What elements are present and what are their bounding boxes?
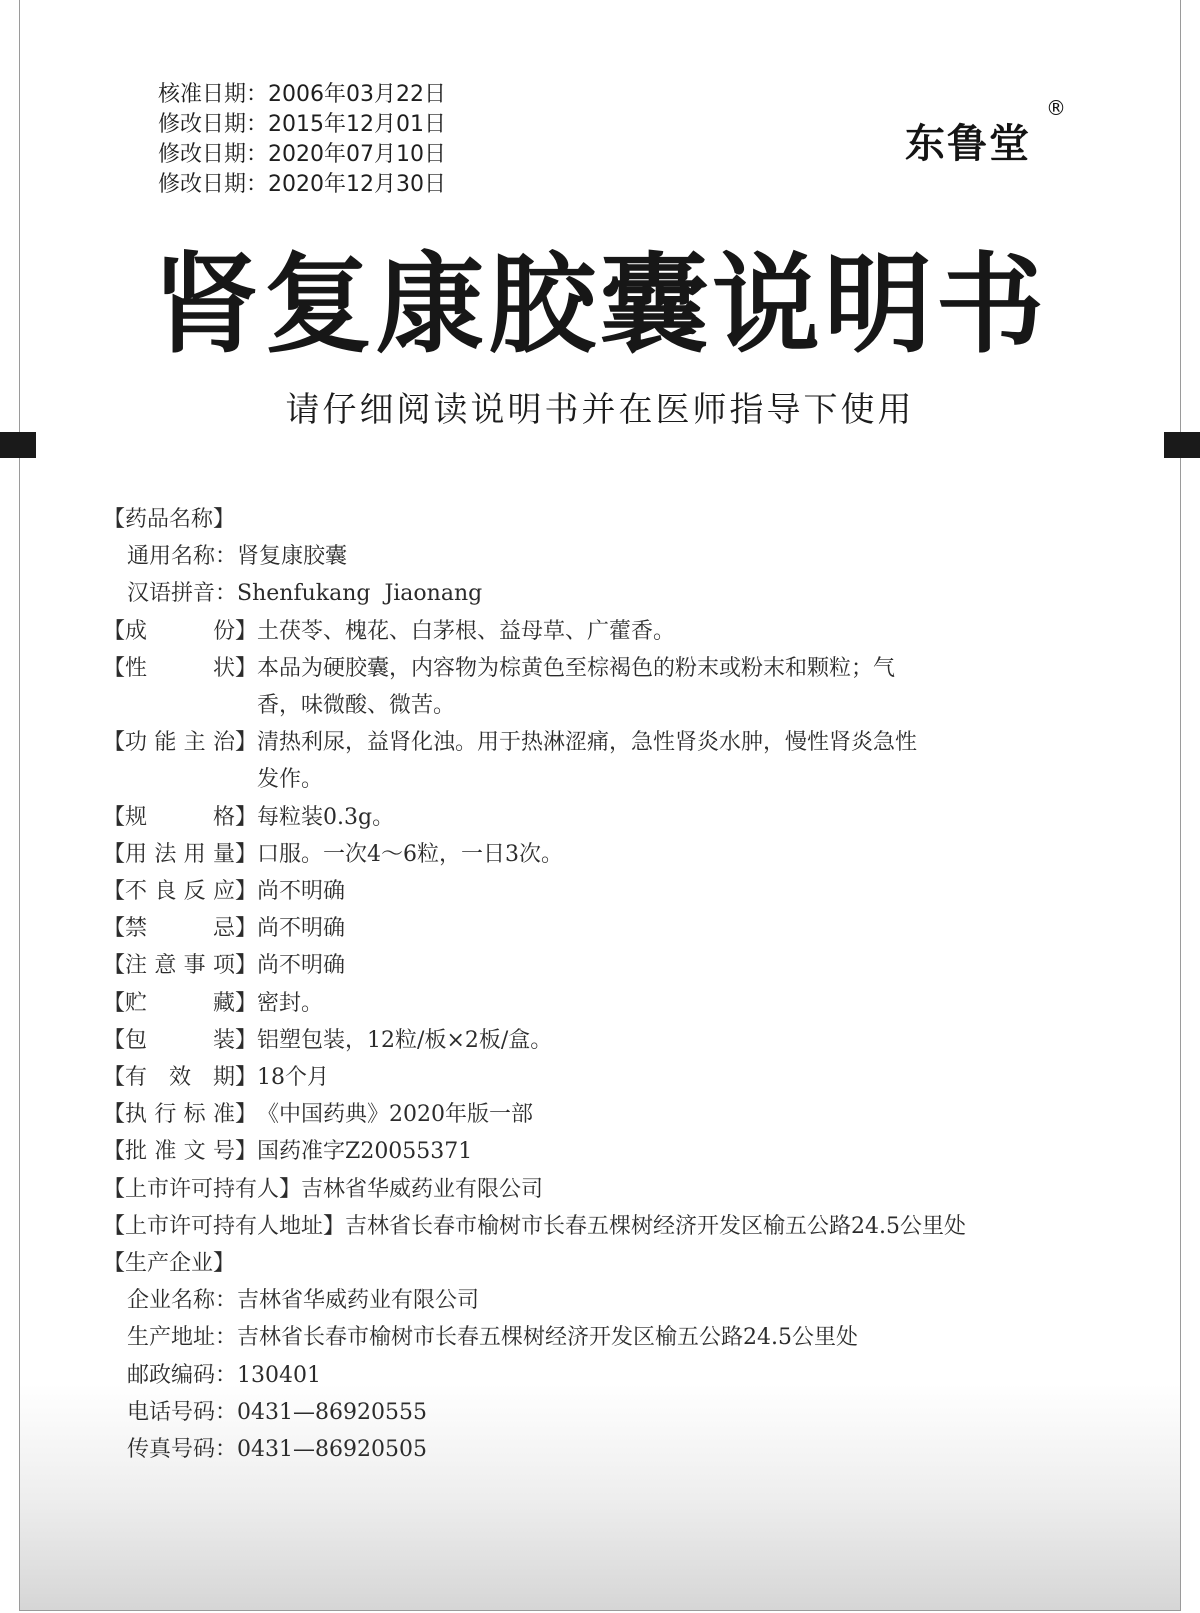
section-properties: 【性状】 本品为硬胶囊，内容物为棕黄色至棕褐色的粉末或粉末和颗粒；气香，味微酸、微苦。 <box>103 655 896 719</box>
revision-date-line: 修改日期：2015年12月01日 <box>158 112 446 137</box>
section-mah-address: 【上市许可持有人地址】 吉林省长春市榆树市长春五棵树经济开发区榆五公路24.5公里处 <box>103 1213 967 1239</box>
section-ingredients: 【成份】 土茯苓、槐花、白茅根、益母草、广藿香。 <box>103 618 676 644</box>
section-package: 【包装】 铝塑包装，12粒/板×2板/盒。 <box>103 1027 553 1053</box>
registered-trademark-icon: ® <box>1046 96 1066 120</box>
section-mah: 【上市许可持有人】 吉林省华威药业有限公司 <box>103 1176 544 1202</box>
revision-date-line: 修改日期：2020年07月10日 <box>158 142 446 167</box>
registration-mark-left <box>0 432 36 458</box>
section-manufacturer: 【生产企业】 <box>103 1251 236 1277</box>
section-approval-number: 【批准文号】 国药准字Z20055371 <box>103 1139 473 1165</box>
section-storage: 【贮藏】 密封。 <box>103 990 324 1016</box>
section-standard: 【执行标准】 《中国药典》2020年版一部 <box>103 1102 534 1128</box>
field-production-address: 生产地址： 吉林省长春市榆树市长春五棵树经济开发区榆五公路24.5公里处 <box>127 1325 859 1351</box>
field-company-name: 企业名称： 吉林省华威药业有限公司 <box>127 1288 480 1314</box>
section-specification: 【规格】 每粒装0.3g。 <box>103 804 395 830</box>
document-title: 肾复康胶囊说明书 <box>151 242 1048 368</box>
brand-logo: 东鲁堂 <box>905 121 1031 167</box>
field-generic-name: 通用名称： 肾复康胶囊 <box>127 544 348 570</box>
revision-dates <box>158 80 446 200</box>
section-validity: 【有效期】 18个月 <box>103 1065 330 1091</box>
section-drug-name: 【药品名称】 <box>103 507 236 532</box>
section-precautions: 【注意事项】 尚不明确 <box>103 953 346 979</box>
field-postal-code: 邮政编码： 130401 <box>127 1362 321 1388</box>
section-indications: 【功能主治】 清热利尿，益肾化浊。用于热淋涩痛，急性肾炎水肿，慢性肾炎急性发作。 <box>103 730 918 793</box>
registration-mark-right <box>1164 432 1200 458</box>
section-adverse-reactions: 【不良反应】 尚不明确 <box>103 879 346 905</box>
section-dosage: 【用法用量】 口服。一次4～6粒，一日3次。 <box>103 841 564 867</box>
field-phone: 电话号码： 0431—86920555 <box>127 1399 427 1425</box>
revision-date-line: 修改日期：2020年12月30日 <box>158 172 446 197</box>
section-contraindications: 【禁忌】 尚不明确 <box>103 916 346 942</box>
document-subtitle: 请仔细阅读说明书并在医师指导下使用 <box>285 390 915 430</box>
field-fax: 传真号码： 0431—86920505 <box>127 1437 427 1463</box>
field-pinyin: 汉语拼音： Shenfukang Jiaonang <box>127 581 483 607</box>
leaflet-content <box>103 501 1103 1468</box>
approval-date-line: 核准日期：2006年03月22日 <box>158 82 446 107</box>
